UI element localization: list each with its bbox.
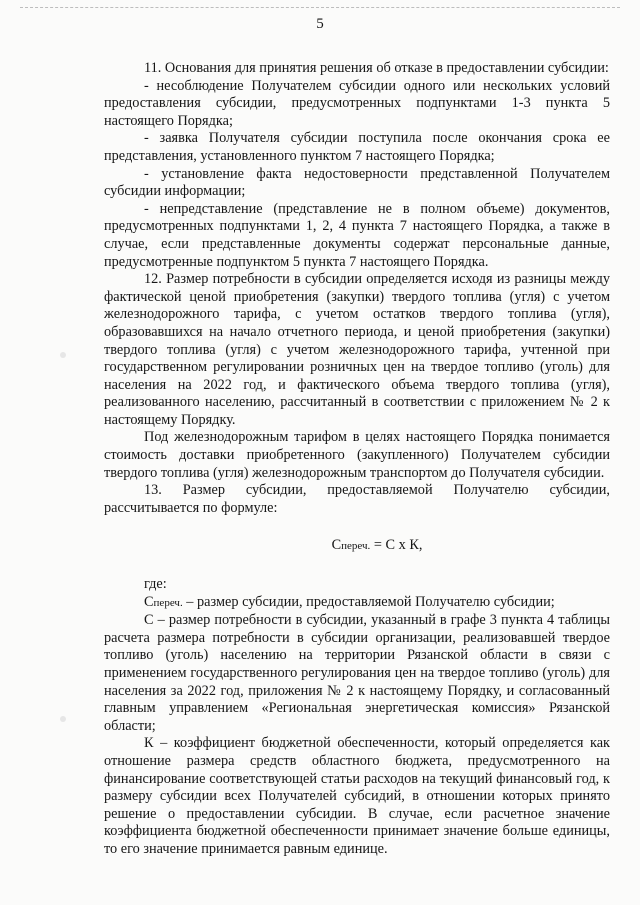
scan-top-edge bbox=[20, 7, 620, 8]
scan-punch-mark bbox=[60, 716, 66, 722]
subsidy-formula bbox=[144, 537, 610, 556]
clause-12-text: 12. Размер потребности в субсидии определяется исходя из разницы между фактической ценой приобретения (закупки) твердого топлива (угля) с учетом железнодорожного тарифа, с учетом остатков твердого топлива (угля), образовавшихся на начало отчетного периода, и ценой приобретения (закупки) твердого топлива (угля) с учетом железнодорожного тарифа, учтенной при государственном регулировании розничных цен на твердое топливо (уголь) для населения на 2022 год, и фактического объема твердого топлива (угля), реализованного населению, рассчитанный в соответствии с приложением № 2 к настоящему Порядку. bbox=[104, 271, 610, 428]
clause-13-text: 13. Размер субсидии, предоставляемой Получателю субсидии, рассчитывается по формуле: bbox=[104, 482, 610, 516]
formula-lhs: С bbox=[331, 537, 342, 554]
definition-cpereч bbox=[104, 594, 610, 613]
clause-11-item: - заявка Получателя субсидии поступила после окончания срока ее представления, установленного пунктом 7 настоящего Порядка; bbox=[104, 130, 610, 164]
formula-where: где: bbox=[144, 576, 167, 593]
clause-11-item: - непредставление (представление не в полном объеме) документов, предусмотренных подпунктами 1, 2, 4 пункта 7 настоящего Порядка, а также в случае, если представленные документы содержат персональные данные, предусмотренные подпунктом 5 пункта 7 настоящего Порядка. bbox=[104, 200, 610, 270]
clause-11-item: - установление факта недостоверности представленной Получателем субсидии информации; bbox=[104, 165, 610, 200]
def-symbol: С bbox=[144, 593, 154, 610]
page-number: 5 bbox=[316, 16, 324, 32]
clause-12-tariff: Под железнодорожным тарифом в целях настоящего Порядка понимается стоимость доставки приобретенного (закупленного) Получателем субсидии твердого топлива (угля) железнодорожным транспортом до Получателя субсидии. bbox=[104, 429, 610, 481]
def-text: – размер субсидии, предоставляемой Получателю субсидии; bbox=[182, 593, 555, 610]
clause-11-heading: 11. Основания для принятия решения об отказе в предоставлении субсидии: bbox=[144, 60, 609, 76]
formula-subscript: переч. bbox=[341, 540, 371, 553]
definition-c: С – размер потребности в субсидии, указанный в графе 3 пункта 4 таблицы расчета размера потребности в субсидии организации, реализовавшей твердое топливо (уголь) населению на территории Рязанской области в связи с применением государственного регулирования цен на твердое топливо (уголь) для населения за 2022 год, приложения № 2 к настоящему Порядку, и согласованный главным управлением «Региональная энергетическая комиссия» Рязанской области; bbox=[104, 612, 610, 734]
document-body bbox=[104, 60, 610, 859]
clause-11-item: - несоблюдение Получателем субсидии одного или нескольких условий предоставления субсидии, предусмотренных подпунктами 1-3 пункта 5 настоящего Порядка; bbox=[104, 77, 610, 129]
scan-punch-mark bbox=[60, 352, 66, 358]
def-subscript: переч. bbox=[153, 596, 183, 609]
formula-rhs: = С х К, bbox=[370, 537, 423, 554]
definition-k: К – коэффициент бюджетной обеспеченности, который определяется как отношение размера средств областного бюджета, предусмотренного на финансирование соответствующей статьи расходов на текущий финансовый год, к размеру субсидии всех Получателей субсидий, в отношении которых принято решение о предоставлении субсидии. В случае, если расчетное значение коэффициента бюджетной обеспеченности принимает значение больше единицы, то его значение принимается равным единице. bbox=[104, 735, 610, 857]
